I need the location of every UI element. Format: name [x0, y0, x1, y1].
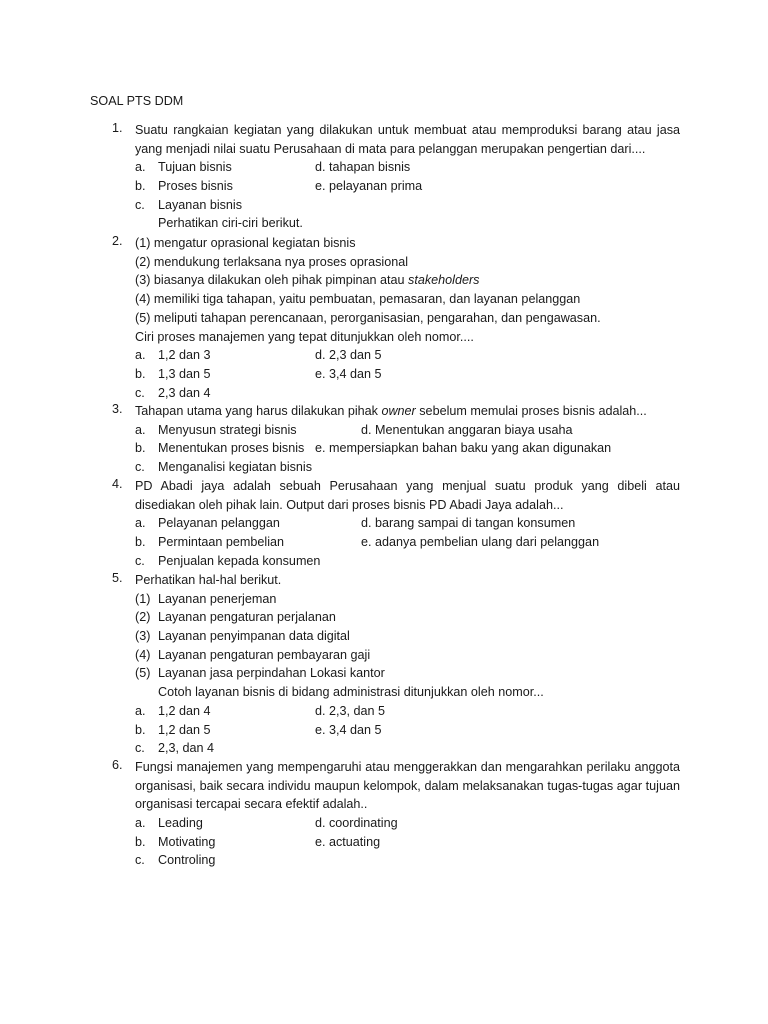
question-stem: Perhatikan hal-hal berikut.	[135, 573, 282, 587]
option-c: Layanan bisnis	[158, 197, 243, 212]
option-e: e. actuating	[315, 834, 381, 849]
statement-item	[90, 664, 680, 683]
statement-text: Layanan pengaturan perjalanan	[158, 610, 336, 625]
option-letter: a.	[135, 348, 146, 363]
option-b: Proses bisnis	[158, 179, 233, 194]
option-e: e. pelayanan prima	[315, 179, 423, 194]
option-a: Menyusun strategi bisnis	[158, 422, 297, 437]
question-stem	[135, 402, 680, 421]
statement-number: (3)	[135, 629, 151, 644]
option-letter: c.	[135, 853, 145, 868]
option-c: 2,3, dan 4	[158, 741, 215, 756]
option-letter: b.	[135, 366, 146, 381]
option-letter: c.	[135, 553, 145, 568]
option-letter: b.	[135, 535, 146, 550]
option-letter: b.	[135, 834, 146, 849]
question-stem: Fungsi manajemen yang mempengaruhi atau menggerakkan dan mengarahkan perilaku anggota organisasi, baik secara individu maupun kelompok, dalam melaksanakan tugas-tugas agar tujuan organisasi tercapai secara efektif adalah..	[135, 760, 680, 812]
option-e: e. 3,4 dan 5	[315, 366, 382, 381]
option-letter: a.	[135, 703, 146, 718]
option-d: d. 2,3, dan 5	[315, 703, 386, 718]
option-a: 1,2 dan 3	[158, 348, 211, 363]
option-letter: a.	[135, 816, 146, 831]
option-letter: c.	[135, 197, 145, 212]
option-row	[90, 552, 680, 571]
statement-item: (2) mendukung terlaksana nya proses oprasional	[135, 254, 409, 269]
statement-text: Layanan penerjeman	[158, 591, 277, 606]
option-b: 1,2 dan 5	[158, 722, 211, 737]
option-row	[90, 833, 680, 852]
option-row	[90, 158, 680, 177]
question-number: 1.	[112, 121, 123, 135]
option-row	[90, 851, 680, 870]
question-prompt: Ciri proses manajemen yang tepat ditunjukkan oleh nomor....	[135, 329, 474, 344]
option-letter: a.	[135, 160, 146, 175]
statement-item	[90, 646, 680, 665]
option-b: Menentukan proses bisnis	[158, 441, 305, 456]
document-title: SOAL PTS DDM	[90, 94, 184, 108]
option-a: Tujuan bisnis	[158, 160, 232, 175]
statement-text: (3) biasanya dilakukan oleh pihak pimpinan atau	[135, 273, 409, 288]
option-b: Motivating	[158, 834, 216, 849]
question-6	[90, 758, 680, 870]
statement-item: (5) meliputi tahapan perencanaan, perorganisasian, pengarahan, dan pengawasan.	[135, 310, 601, 325]
option-row	[90, 384, 680, 403]
option-d: d. Menentukan anggaran biaya usaha	[361, 422, 573, 437]
option-c: 2,3 dan 4	[158, 385, 211, 400]
option-b: 1,3 dan 5	[158, 366, 211, 381]
question-stem: Suatu rangkaian kegiatan yang dilakukan untuk membuat atau memproduksi barang atau jasa yang menjadi nilai suatu Perusahaan di mata para pelanggan merupakan pengertian dari....	[135, 123, 680, 156]
option-letter: b.	[135, 722, 146, 737]
option-a: 1,2 dan 4	[158, 703, 211, 718]
question-number: 2.	[112, 234, 123, 248]
option-letter: a.	[135, 422, 146, 437]
question-number: 4.	[112, 477, 123, 491]
question-number: 6.	[112, 758, 123, 772]
stem-emphasis: owner	[381, 404, 416, 418]
question-prompt: Cotoh layanan bisnis di bidang administrasi ditunjukkan oleh nomor...	[158, 685, 544, 700]
option-a: Leading	[158, 816, 203, 831]
stem-text: sebelum memulai proses bisnis adalah...	[415, 404, 647, 418]
question-number: 5.	[112, 571, 123, 585]
option-letter: a.	[135, 516, 146, 531]
option-row	[90, 814, 680, 833]
transition-note: Perhatikan ciri-ciri berikut.	[158, 216, 303, 231]
option-row	[90, 346, 680, 365]
option-letter: c.	[135, 741, 145, 756]
option-row	[90, 458, 680, 477]
option-letter: b.	[135, 179, 146, 194]
option-b: Permintaan pembelian	[158, 535, 285, 550]
statement-text: Layanan jasa perpindahan Lokasi kantor	[158, 666, 385, 681]
option-row	[90, 702, 680, 721]
option-row	[90, 533, 680, 552]
statement-item	[135, 271, 680, 290]
option-row	[90, 421, 680, 440]
question-4	[90, 477, 680, 570]
option-d: d. 2,3 dan 5	[315, 348, 382, 363]
option-row	[90, 514, 680, 533]
question-3	[90, 402, 680, 477]
option-d: d. tahapan bisnis	[315, 160, 411, 175]
option-a: Pelayanan pelanggan	[158, 516, 280, 531]
option-d: d. barang sampai di tangan konsumen	[361, 516, 576, 531]
option-e: e. adanya pembelian ulang dari pelanggan	[361, 535, 600, 550]
statement-text: Layanan pengaturan pembayaran gaji	[158, 647, 371, 662]
option-c: Menganalisi kegiatan bisnis	[158, 460, 313, 475]
option-e: e. 3,4 dan 5	[315, 722, 382, 737]
statement-text: Layanan penyimpanan data digital	[158, 629, 350, 644]
statement-number: (5)	[135, 666, 151, 681]
option-letter: b.	[135, 441, 146, 456]
question-1	[90, 121, 680, 233]
option-row	[90, 365, 680, 384]
option-row	[90, 439, 680, 458]
statement-number: (1)	[135, 591, 151, 606]
statement-item	[90, 590, 680, 609]
option-row	[90, 196, 680, 215]
option-e: e. mempersiapkan bahan baku yang akan digunakan	[315, 441, 612, 456]
option-d: d. coordinating	[315, 816, 398, 831]
question-5	[90, 571, 680, 758]
option-row	[90, 721, 680, 740]
statement-number: (2)	[135, 610, 151, 625]
statement-number: (4)	[135, 647, 151, 662]
option-c: Penjualan kepada konsumen	[158, 553, 321, 568]
option-letter: c.	[135, 385, 145, 400]
stem-text: Tahapan utama yang harus dilakukan pihak	[135, 404, 382, 418]
statement-item	[90, 608, 680, 627]
statement-item: (4) memiliki tiga tahapan, yaitu pembuatan, pemasaran, dan layanan pelanggan	[135, 292, 581, 307]
statement-item: (1) mengatur oprasional kegiatan bisnis	[135, 236, 356, 250]
question-stem: PD Abadi jaya adalah sebuah Perusahaan yang menjual suatu produk yang dibeli atau disediakan oleh pihak lain. Output dari proses bisnis PD Abadi Jaya adalah...	[135, 479, 680, 512]
option-letter: c.	[135, 460, 145, 475]
question-2	[90, 234, 680, 402]
statement-item	[90, 627, 680, 646]
statement-emphasis: stakeholders	[408, 273, 480, 288]
option-row	[90, 177, 680, 196]
question-number: 3.	[112, 402, 123, 416]
option-row	[90, 739, 680, 758]
option-c: Controling	[158, 853, 216, 868]
